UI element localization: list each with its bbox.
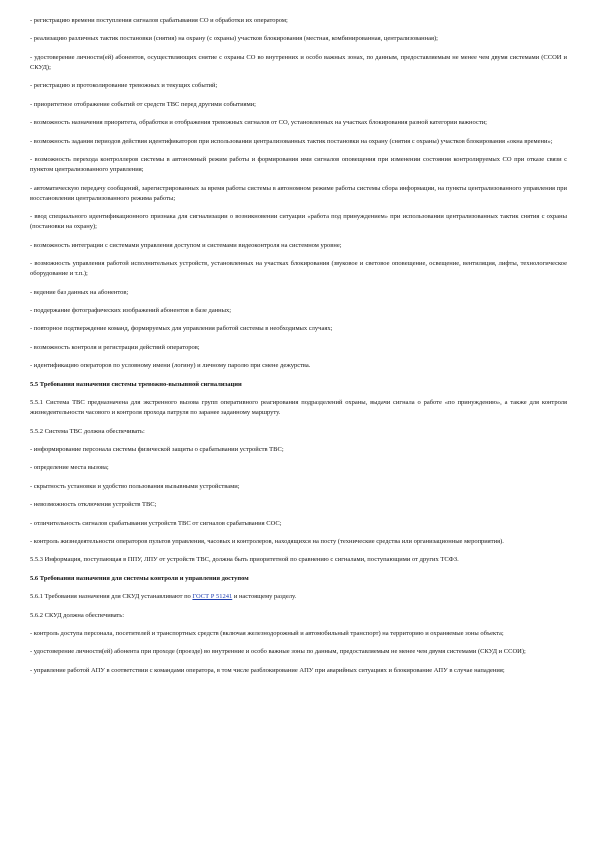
paragraph: 5.5.3 Информация, поступающая в ППУ, ЛПУ от устройств ТВС, должна быть приоритетной по сравнению с сигналами, поступающими от других ТСФЗ. <box>30 556 459 564</box>
paragraph: - регистрацию времени поступления сигналов срабатывания СО и обработки их оператором; <box>30 17 288 24</box>
paragraph: - возможность перехода контроллеров системы в автономный режим работы и формирования ими сигналов оповещения при изменении состояния контролируемых СО при отказе связи с пунктом централизованного управления; <box>30 155 567 174</box>
paragraph-with-link <box>30 592 567 602</box>
paragraph: - повторное подтверждение команд, формируемых для управления работой системы в необходимых случаях; <box>30 325 333 333</box>
paragraph: - возможность контроля и регистрации действий операторов; <box>30 343 200 351</box>
paragraph: - контроль жизнедеятельности операторов пультов управления, часовых и контролеров, находящихся на посту (технические средства или организационные мероприятия). <box>30 537 504 545</box>
paragraph: - удостоверение личности(ей) абонента при проходе (проезде) во внутренние и особо важные зоны по данным, предоставляемым не менее чем двумя системами (СКУД и ССОИ); <box>30 648 526 656</box>
paragraph: - идентификацию операторов по условному имени (логину) и личному паролю при смене дежурства. <box>30 362 311 370</box>
paragraph: 5.5.1 Система ТВС предназначена для экстренного вызова групп оперативного реагирования подразделений охраны, выдачи сигнала о работе «по принуждению», а также для контроля жизнедеятельности часового и контроля прохода патруля по заранее заданному маршруту. <box>30 399 567 417</box>
paragraph: - возможность задания периодов действия идентификаторов при использовании централизованных тактик постановки на охрану (снятия с охраны) участков блокирования «окна времени»; <box>30 137 553 145</box>
paragraph: - приоритетное отображение событий от средств ТВС перед другими событиями; <box>30 100 256 108</box>
paragraph: - регистрацию и протоколирование тревожных и текущих событий; <box>30 82 218 90</box>
paragraph-text: и настоящему разделу. <box>232 593 297 601</box>
paragraph: 5.5.2 Система ТВС должна обеспечивать: <box>30 427 145 435</box>
paragraph: - определение места вызова; <box>30 464 109 472</box>
paragraph: 5.6.2 СКУД должна обеспечивать: <box>30 611 125 619</box>
paragraph: - реализацию различных тактик постановки (снятия) на охрану (с охраны) участков блокирования (местная, комбинированная, централизованная); <box>30 35 438 43</box>
paragraph: - поддержание фотографических изображений абонентов в базе данных; <box>30 307 232 315</box>
section-heading: 5.6 Требования назначения для системы контроля и управления доступом <box>30 574 249 582</box>
paragraph: - невозможность отключения устройств ТВС; <box>30 501 157 509</box>
paragraph: - ведение баз данных на абонентов; <box>30 288 129 296</box>
paragraph: - отличительность сигналов срабатывания устройств ТВС от сигналов срабатывания СОС; <box>30 519 282 527</box>
paragraph: - информирование персонала системы физической защиты о срабатывании устройств ТВС; <box>30 446 284 454</box>
section-heading: 5.5 Требования назначения системы тревожно-вызывной сигнализации <box>30 380 242 388</box>
paragraph: - контроль доступа персонала, посетителей и транспортных средств (включая железнодорожный и автомобильный транспорт) на территорию и охраняемые зоны объекта; <box>30 629 504 637</box>
paragraph: - возможность интеграции с системами управления доступом и системами видеоконтроля на системном уровне; <box>30 241 342 249</box>
paragraph-text: 5.6.1 Требования назначения для СКУД устанавливают по <box>30 593 193 601</box>
gost-link[interactable]: ГОСТ Р 51241 <box>192 593 233 601</box>
paragraph: - удостоверение личности(ей) абонентов, осуществляющих снятие с охраны СО во внутренних и особо важных зонах, по данным, предоставляемым не менее чем двумя системами (ССОИ и СКУД); <box>30 53 567 71</box>
paragraph: - управление работой АПУ в соответствии с командами оператора, в том числе разблокирование АПУ при аварийных ситуациях и блокирование АПУ в случае нападения; <box>30 666 505 674</box>
paragraph: - возможность назначения приоритета, обработки и отображения тревожных сигналов от СО, установленных на участках блокирования разной категории важности; <box>30 119 487 127</box>
paragraph: - возможность управления работой исполнительных устройств, установленных на участках блокирования (звуковое и световое оповещение, освещение, вентиляция, лифты, технологическое оборудование и т.п.); <box>30 260 567 278</box>
paragraph: - скрытность установки и удобство пользования вызывными устройствами; <box>30 482 240 490</box>
paragraph: - автоматическую передачу сообщений, зарегистрированных за время работы системы в автономном режиме работы системы сбора информации, на пункты централизованного управления при восстановлении централизованного режима работы; <box>30 184 567 202</box>
paragraph: - ввод специального идентификационного признака для сигнализации о возникновении ситуации «работа под принуждением» при использовании централизованных тактик снятия с охраны (постановки на охрану); <box>30 213 567 231</box>
